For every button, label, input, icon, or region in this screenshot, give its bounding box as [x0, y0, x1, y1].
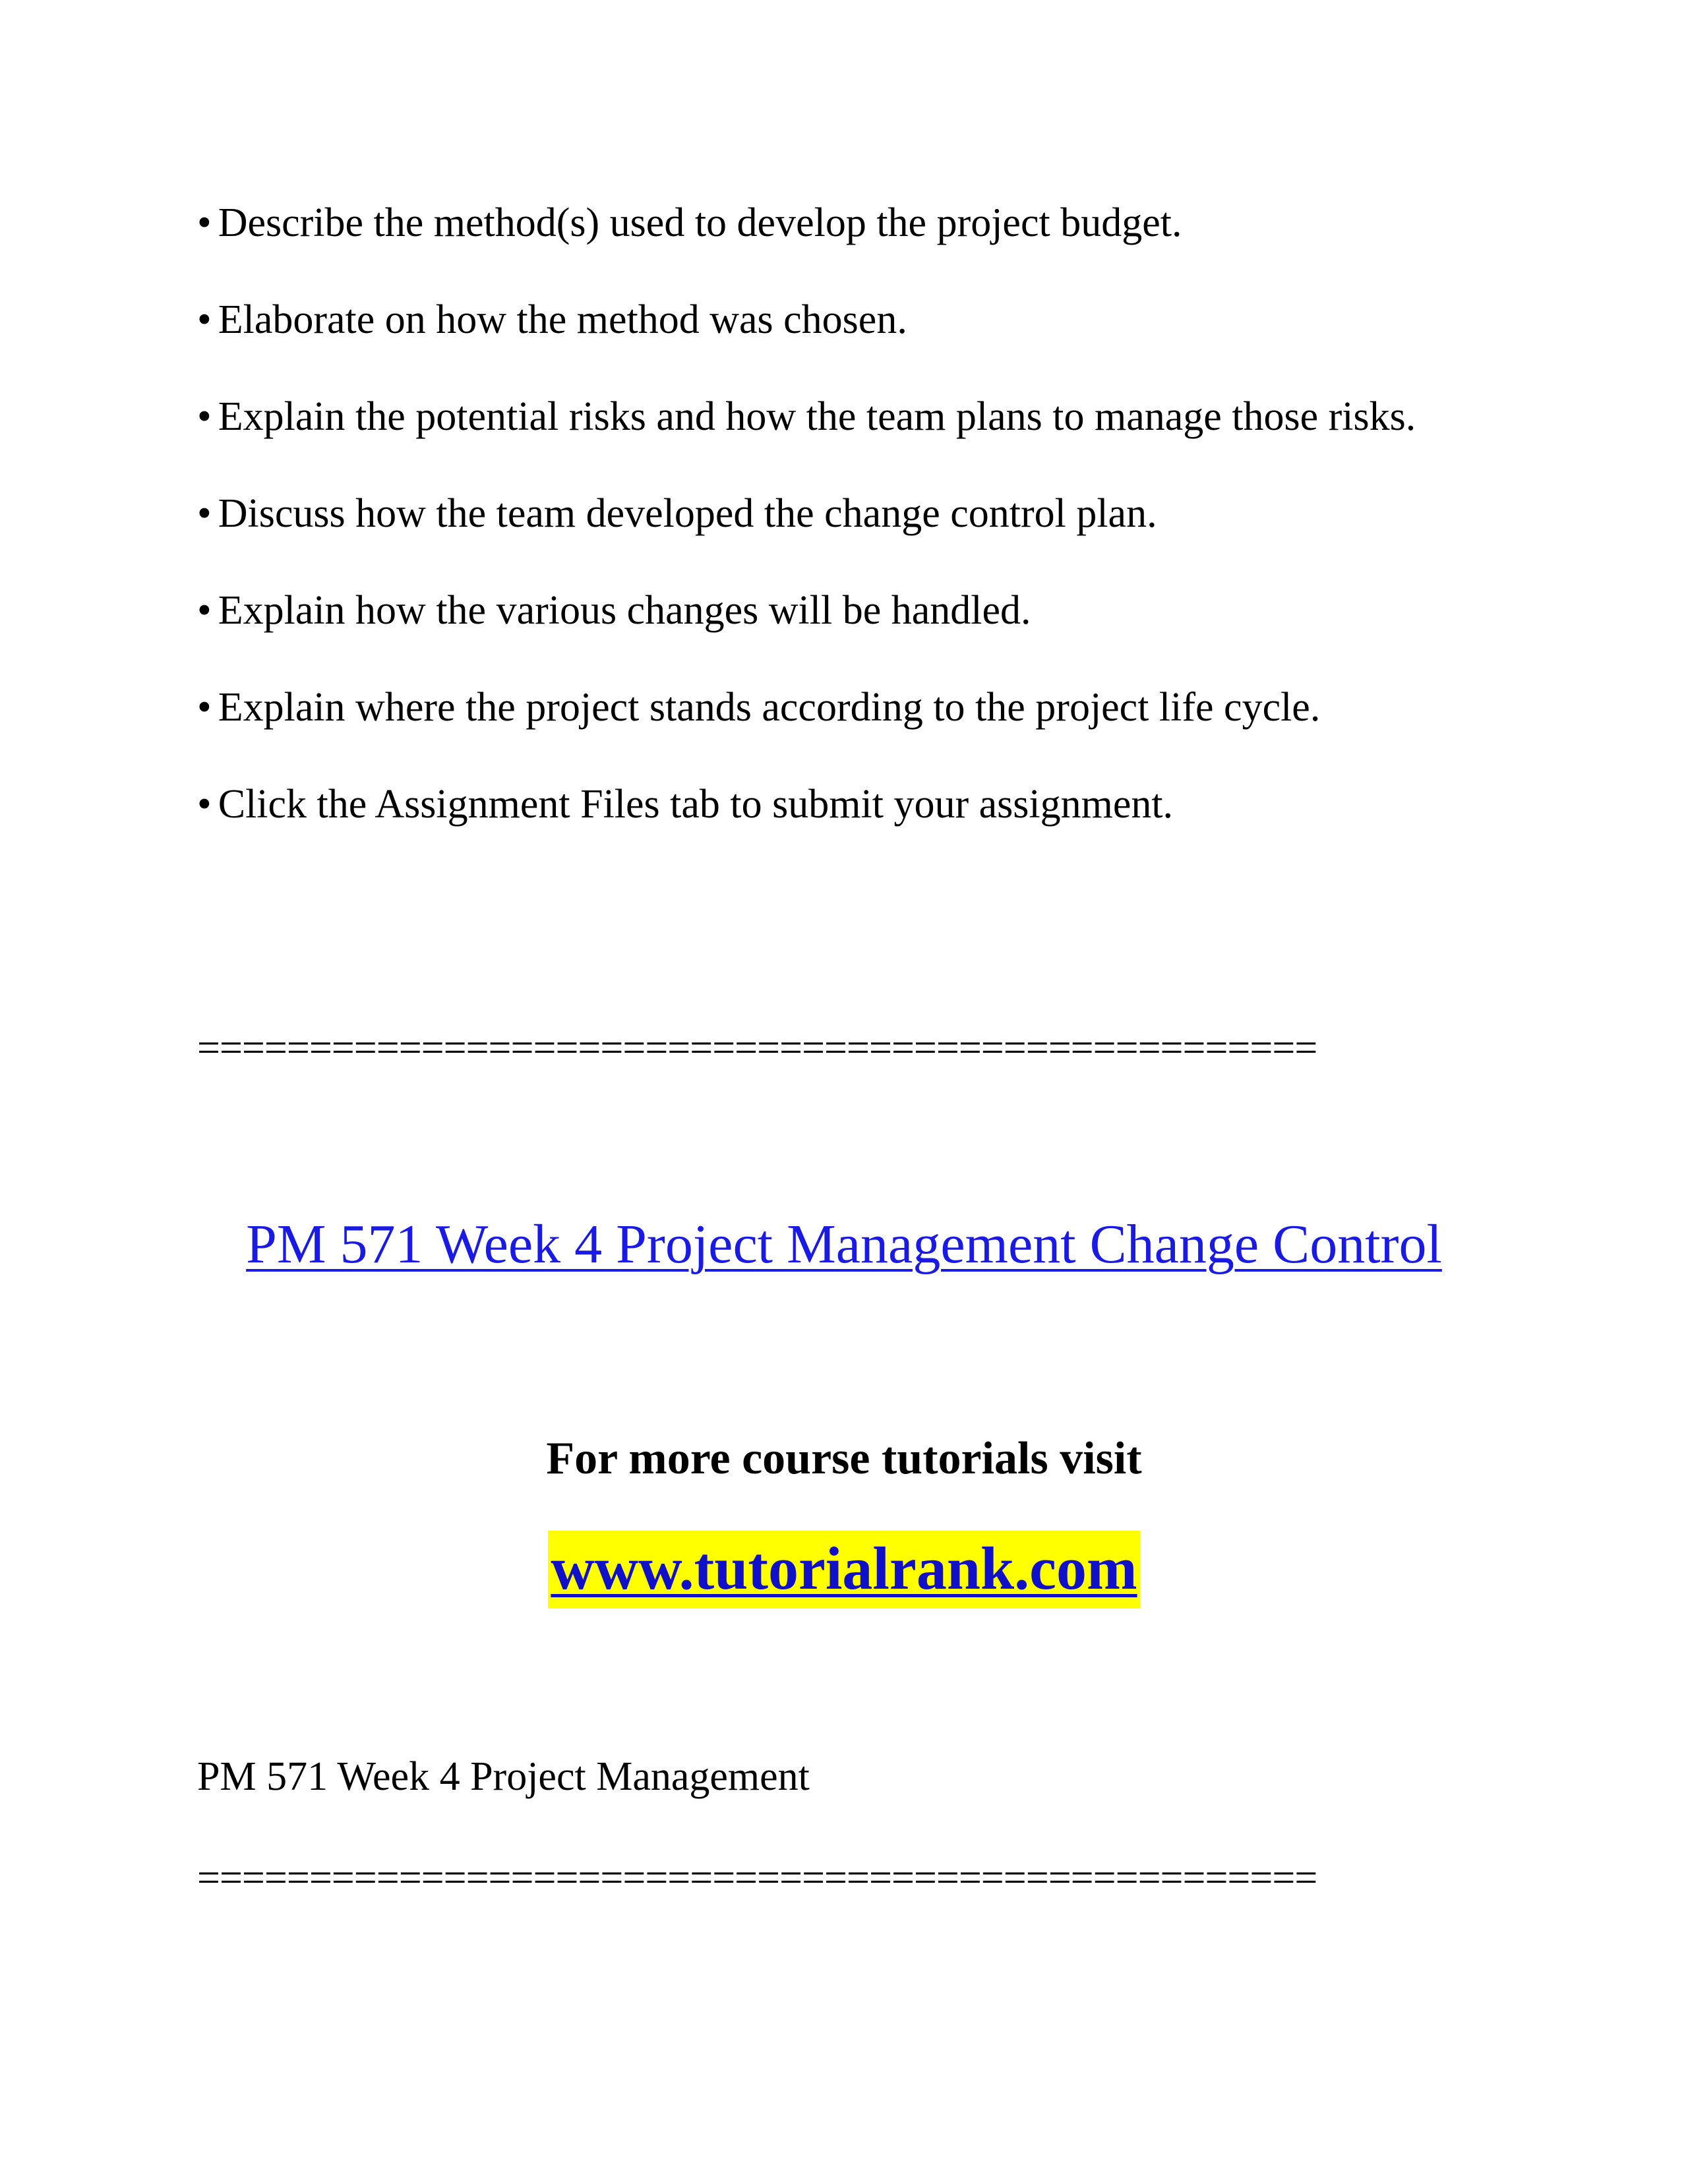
site-link-wrapper: [0, 1531, 1688, 1608]
course-title-link[interactable]: PM 571 Week 4 Project Management Change Control: [246, 1214, 1442, 1275]
list-item-text: Describe the method(s) used to develop the project budget.: [218, 200, 1182, 245]
visit-text: For more course tutorials visit: [546, 1433, 1142, 1484]
bullet-marker: •: [197, 685, 212, 730]
list-item-text: Explain how the various changes will be handled.: [218, 588, 1031, 633]
list-item-text: Explain the potential risks and how the team plans to manage those risks.: [218, 394, 1416, 439]
list-item-text: Discuss how the team developed the change control plan.: [218, 491, 1157, 536]
bullet-marker: •: [197, 782, 212, 827]
bullet-marker: •: [197, 297, 212, 342]
instruction-list: [197, 198, 1490, 876]
list-item: [197, 198, 1490, 248]
footer-title: PM 571 Week 4 Project Management: [197, 1754, 810, 1799]
bullet-marker: •: [197, 200, 212, 245]
list-item-text: Click the Assignment Files tab to submit your assignment.: [218, 782, 1174, 827]
course-link-heading: [0, 1212, 1688, 1278]
bullet-marker: •: [197, 394, 212, 439]
list-item-text: Explain where the project stands according to the project life cycle.: [218, 685, 1321, 730]
list-item-text: Elaborate on how the method was chosen.: [218, 297, 907, 342]
bullet-marker: •: [197, 588, 212, 633]
list-item: [197, 682, 1490, 732]
list-item: [197, 295, 1490, 345]
separator-line: ==================================================: [197, 1856, 1317, 1901]
separator-line: ==================================================: [197, 1026, 1317, 1071]
list-item: [197, 779, 1490, 829]
list-item: [197, 585, 1490, 635]
list-item: [197, 488, 1490, 539]
list-item: [197, 392, 1490, 442]
site-link[interactable]: www.tutorialrank.com: [548, 1531, 1139, 1608]
bullet-marker: •: [197, 491, 212, 536]
